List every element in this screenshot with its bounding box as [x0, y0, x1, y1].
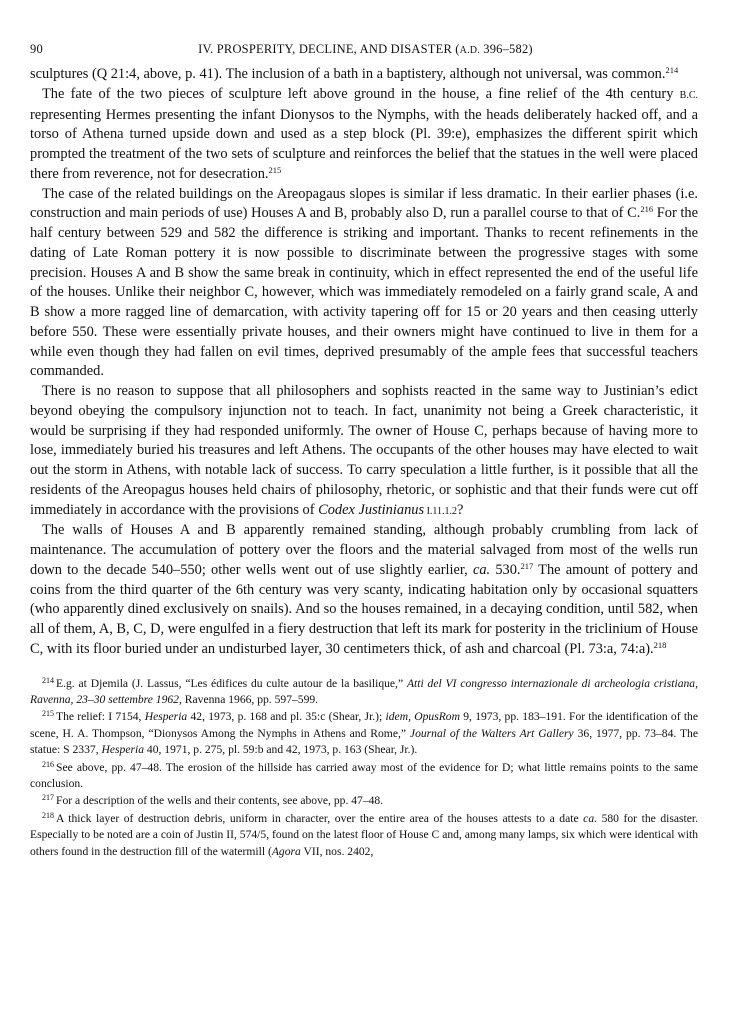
footnote-italic: Journal of the Walters Art Gallery: [409, 726, 574, 740]
footnote-number: 214: [42, 675, 54, 685]
page-number: 90: [30, 42, 43, 56]
footnote-ref[interactable]: 216: [640, 204, 654, 215]
chapter-title-era: A.D.: [459, 45, 480, 56]
paragraph-text: For the half century between 529 and 582 the difference is striking and important. Thanks to recent refinements in the dating of Late Roman pottery it is now possible to discriminate between the progressive stages with some precision. Houses A and B show the same break in continuity, which in effect represented the end of the useful life of the houses. Unlike their neighbor C, however, which was immediately remodeled on a fairly grand scale, A and B show a more ragged line of demarcation, with activity tapering off for 15 or 20 years and then ceasing utterly before 550. These were essentially private houses, and their owners might have continued to live in them for a while even though they had fallen on evil times, deprived presumably of the ample fees that successful teachers commanded.: [30, 205, 698, 380]
footnote-text: See above, pp. 47–48. The erosion of the hillside has carried away most of the evidence for D; what little remains points to the same conclusion.: [30, 760, 698, 790]
footnote-text: 9, 1973, pp. 183–191. For the identification of the scene, H. A. Thompson, “Dionysos Among the Nymphs in Athens and Rome,”: [30, 710, 698, 740]
footnote-text: 36, 1977, pp. 73–84. The statue: S 2337,: [30, 726, 699, 757]
footnote-ref[interactable]: 217: [520, 560, 534, 571]
body-text: [30, 65, 698, 660]
paragraph-1: [30, 65, 698, 85]
footnote-217: [30, 793, 698, 809]
footnote-text: For a description of the wells and their contents, see above, pp. 47–48.: [56, 794, 384, 808]
footnote-italic: Agora: [271, 844, 301, 858]
paragraph-text: There is no reason to suppose that all philosophers and sophists reacted in the same way to Justinian’s edict beyond obeying the compulsory injunction not to teach. In fact, unanimity not being a Greek characteristic, it would be surprising if they had responded uniformly. The owner of House C, perhaps because of having more to lose, immediately buried his treasures and left Athens. The occupants of the other houses may have elected to wait out the storm in Athens, with notable lack of success. To carry speculation a little further, is it possible that all the residents of the Areopagus houses held chairs of philosophy, rhetoric, or sophistic and that their funds were cut off immediately in accordance with the provisions of: [30, 383, 698, 518]
paragraph-text: The walls of Houses A and B apparently remained standing, although probably crumbling from lack of maintenance. The accumulation of pottery over the floors and the material salvaged from most of the wells run down to the decade 540–550; other wells went out of use slightly earlier,: [30, 522, 698, 578]
footnote-text: VII, nos. 2402,: [300, 844, 374, 858]
footnote-number: 217: [42, 793, 54, 803]
footnote-215: [30, 709, 698, 758]
paragraph-5: [30, 521, 698, 659]
paragraph-text: The case of the related buildings on the Areopagaus slopes is similar if less dramatic. In their earlier phases (i.e. construction and main periods of use) Houses A and B, probably also D, run a parallel course to that of C.: [30, 185, 698, 222]
codex-reference: I.11.1.2: [424, 505, 458, 517]
footnote-text: A thick layer of destruction debris, uniform in character, over the entire area of the houses attests to a date: [56, 811, 584, 825]
paragraph-text: representing Hermes presenting the infant Dionysos to the Nymphs, with the heads deliberately hacked off, and a torso of Athena turned upside down and used as a step block (Pl. 39:e), emphasizes the different spirit which prompted the treatment of the two sets of sculpture and reinforces the belief that the statues in the well were placed there from reverence, not for desecration.: [30, 106, 698, 182]
footnote-ref[interactable]: 215: [268, 164, 282, 175]
footnote-italic: Atti del VI congresso internazionale di archeologia cristiana, Ravenna, 23–30 settembre 1962,: [30, 676, 698, 706]
chapter-title-prefix: IV. PROSPERITY, DECLINE, AND DISASTER (: [198, 42, 460, 56]
paragraph-2: [30, 85, 698, 185]
chapter-title-suffix: 396–582): [479, 42, 533, 56]
paragraph-4: [30, 382, 698, 521]
footnote-text: 580 for the disaster. Especially to be noted are a coin of Justin II, 574/5, found on the latest floor of House C and, among many lamps, six which were identical with others found in the destruction fill of the watermill (: [30, 811, 698, 858]
circa-abbrev: ca.: [472, 561, 491, 578]
paragraph-text: sculptures (Q 21:4, above, p. 41). The inclusion of a bath in a baptistery, although not universal, was common.: [30, 66, 666, 82]
paragraph-3: [30, 185, 698, 383]
running-head: [30, 42, 698, 57]
footnote-number: 215: [42, 709, 54, 719]
footnote-216: [30, 760, 698, 793]
footnote-number: 216: [42, 759, 54, 769]
footnote-italic: Hesperia: [101, 743, 145, 757]
footnote-text: 40, 1971, p. 275, pl. 59:b and 42, 1973, p. 163 (Shear, Jr.).: [144, 743, 418, 757]
footnote-ref[interactable]: 218: [653, 639, 667, 650]
footnote-ref[interactable]: 214: [665, 65, 679, 75]
footnote-text: E.g. at Djemila (J. Lassus, “Les édifices du culte autour de la basilique,”: [56, 676, 407, 690]
footnote-214: [30, 676, 698, 709]
paragraph-text: ?: [457, 501, 464, 518]
footnote-text: The relief: I 7154,: [56, 710, 145, 724]
paragraph-text: 530.: [490, 561, 521, 578]
footnote-number: 218: [42, 810, 54, 820]
paragraph-text: The amount of pottery and coins from the third quarter of the 6th century was very scanty, indicating habitation only by occasional squatters (who apparently dined exclusively on snails). And so the houses remained, in a decaying condition, until 582, when all of them, A, B, C, D, were engulfed in a fiery destruction that left its mark for posterity in the triclinium of House C, with its floor buried under an undisturbed layer, 30 centimeters thick, of ash and charcoal (Pl. 73:a, 74:a).: [30, 561, 698, 657]
footnotes: [30, 676, 698, 860]
footnote-italic: idem, OpusRom: [385, 710, 460, 724]
codex-title: Codex Justinianus: [318, 501, 425, 518]
footnote-italic: ca.: [583, 811, 598, 825]
footnote-italic: Hesperia: [144, 710, 188, 724]
era-abbrev: B.C.: [679, 89, 698, 101]
page: [30, 42, 698, 861]
footnote-text: 42, 1973, p. 168 and pl. 35:c (Shear, Jr.);: [187, 710, 386, 724]
paragraph-text: The fate of the two pieces of sculpture left above ground in the house, a fine relief of the 4th century: [42, 85, 680, 102]
chapter-title: [43, 42, 698, 57]
footnote-text: Ravenna 1966, pp. 597–599.: [181, 692, 319, 706]
footnote-218: [30, 811, 698, 860]
